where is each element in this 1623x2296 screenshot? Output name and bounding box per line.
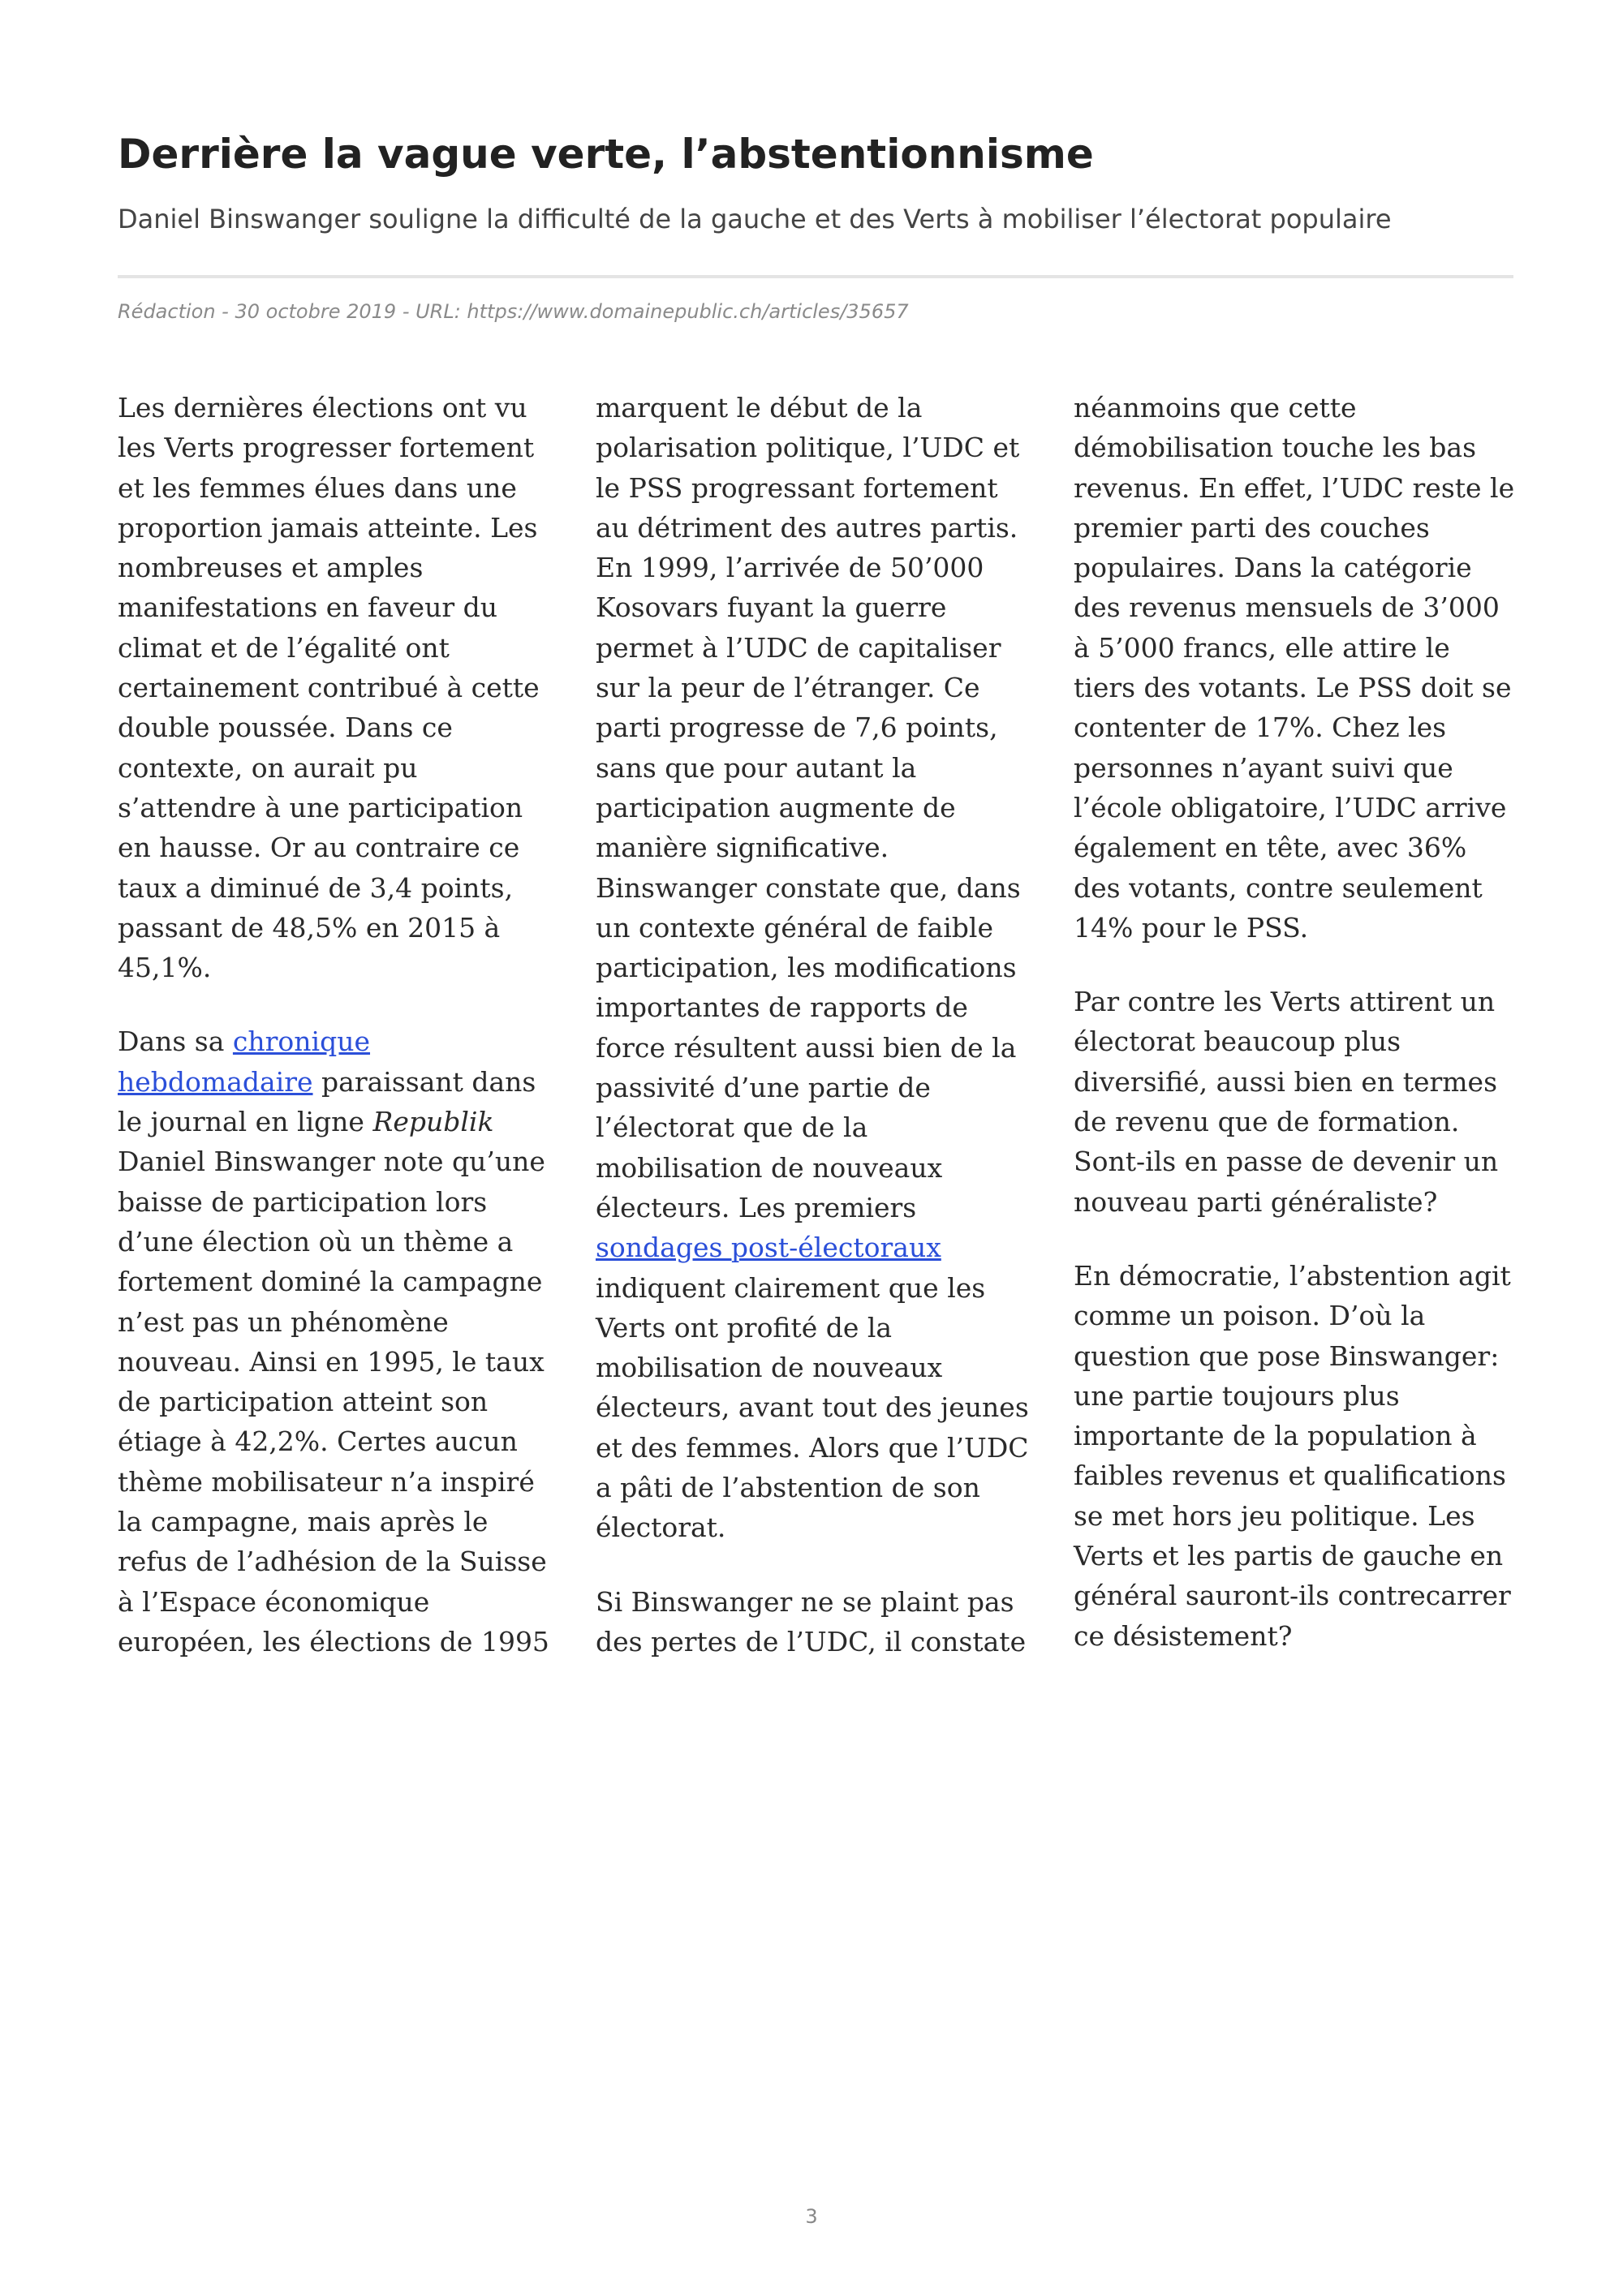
chronique-link[interactable]: chronique hebdomadaire xyxy=(118,1025,371,1098)
article-body xyxy=(118,388,1516,1686)
paragraph-4: Par contre les Verts attirent un électorat beaucoup plus diversifié, aussi bien en termes de revenu que de formation. Sont-ils en passe de devenir un nouveau parti généraliste? xyxy=(1074,986,1499,1218)
paragraph-5: En démocratie, l’abstention agit comme un poison. D’où la question que pose Binswanger: une partie toujours plus importante de la population à faibles revenus et qualifications se met hors jeu politique. Les Verts et les partis de gauche en général sauront-ils contrecarrer ce désistement? xyxy=(1074,1259,1511,1652)
paragraph-2-mid: paraissant dans le journal en ligne xyxy=(118,1065,536,1138)
article-meta: Rédaction - 30 octobre 2019 - URL: https://www.domainepublic.ch/articles/35657 xyxy=(118,300,909,323)
article-title: Derrière la vague verte, l’abstentionnisme xyxy=(118,131,1094,178)
article-subtitle: Daniel Binswanger souligne la difficulté de la gauche et des Verts à mobiliser l’électorat populaire xyxy=(118,204,1392,234)
paragraph-2-intro: Dans sa xyxy=(118,1025,225,1058)
paragraph-2-rest: Daniel Binswanger note qu’une baisse de participation lors d’une élection où un thème a fortement dominé la campagne n’est pas un phénomène nouveau. Ainsi en 1995, le taux de participation atteint son étiage à 42,2%. Certes aucun thème mobilisateur n’a inspiré la campagne, mais après le refus de l’adhésion de la Suisse à l’Espace économique européen, les élections de 1995 marquent le début de la polarisation politique, l’UDC et le PSS progressant fortement au détriment des autres partis. En 1999, l’arrivée de 50’000 Kosovars fuyant la guerre permet à l’UDC de capitaliser sur la peur de l’étranger. Ce parti progresse de 7,6 points, sans que pour autant la participation augmente de manière significative. Binswanger constate que, dans un contexte général de faible participation, les modifications importantes de rapports de force résultent aussi bien de la passivité d’une partie de l’électorat que de la mobilisation de nouveaux électeurs. Les premiers xyxy=(118,392,1021,1658)
paragraph-1: Les dernières élections ont vu les Verts progresser fortement et les femmes élues dans une proportion jamais atteinte. Les nombreuses et amples manifestations en faveur du climat et de l’égalité ont certainement contribué à cette double poussée. Dans ce contexte, on aurait pu s’attendre à une participation en hausse. Or au contraire ce taux a diminué de 3,4 points, passant de 48,5% en 2015 à 45,1%. xyxy=(118,392,540,984)
paragraph-3: Si Binswanger ne se plaint pas des pertes de l’UDC, il constate néanmoins que cette démobilisation touche les bas revenus. En effet, l’UDC reste le premier parti des couches populaires. Dans la catégorie des revenus mensuels de 3’000 à 5’000 francs, elle attire le tiers des votants. Le PSS doit se contenter de 17%. Chez les personnes n’ayant suivi que l’école obligatoire, l’UDC arrive également en tête, avec 36% des votants, contre seulement 14% pour le PSS. xyxy=(596,392,1515,1658)
journal-name: Republik xyxy=(372,1106,494,1138)
paragraph-2-end: indiquent clairement que les Verts ont profité de la mobilisation de nouveaux électeurs, avant tout des jeunes et des femmes. Alors que l’UDC a pâti de l’abstention de son électorat. xyxy=(596,1271,1029,1544)
sondages-link[interactable]: sondages post-électoraux xyxy=(596,1232,941,1264)
header-divider xyxy=(118,275,1513,278)
page-number: 3 xyxy=(805,2205,818,2228)
